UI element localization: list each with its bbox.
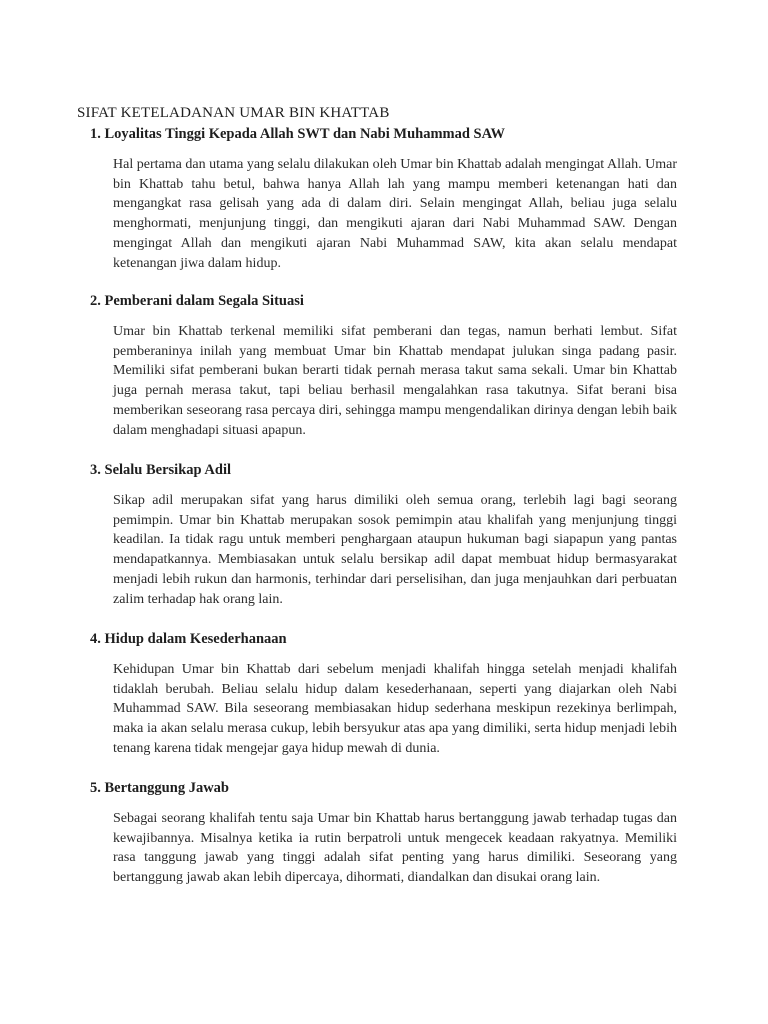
section-heading: 1. Loyalitas Tinggi Kepada Allah SWT dan Nabi Muhammad SAW [90,126,505,142]
section-heading: 5. Bertanggung Jawab [90,780,229,796]
section-paragraph: Umar bin Khattab terkenal memiliki sifat pemberani dan tegas, namun berhati lembut. Sifat pemberaninya inilah yang membuat Umar bin Khattab mendapat julukan singa padang pasir. Memiliki sifat pemberani bukan berarti tidak pernah merasa takut sama sekali. Umar bin Khattab juga pernah merasa takut, tapi beliau berhasil mengalahkan rasa takutnya. Sifat berani bisa memberikan seseorang rasa percaya diri, sehingga mampu mengendalikan dirinya dengan lebih baik dalam menghadapi situasi apapun. [113,324,677,438]
section-heading: 4. Hidup dalam Kesederhanaan [90,631,287,647]
document-title: SIFAT KETELADANAN UMAR BIN KHATTAB [77,105,390,121]
section-heading: 2. Pemberani dalam Segala Situasi [90,293,304,309]
section-heading: 3. Selalu Bersikap Adil [90,462,232,478]
section-paragraph: Sikap adil merupakan sifat yang harus dimiliki oleh semua orang, terlebih lagi bagi seorang pemimpin. Umar bin Khattab merupakan sosok pemimpin atau khalifah yang menjunjung tinggi keadilan. Ia tidak ragu untuk memberi penghargaan ataupun hukuman bagi siapapun yang pantas mendapatkannya. Membiasakan untuk selalu bersikap adil dapat membuat hidup bermasyarakat menjadi lebih rukun dan harmonis, terhindar dari perselisihan, dan juga menjauhkan dari perbuatan zalim terhadap hak orang lain. [113,493,677,607]
section-paragraph: Sebagai seorang khalifah tentu saja Umar bin Khattab harus bertanggung jawab terhadap tugas dan kewajibannya. Misalnya ketika ia rutin berpatroli untuk mengecek keadaan rakyatnya. Memiliki rasa tanggung jawab yang tinggi adalah sifat penting yang harus dimiliki. Seseorang yang bertanggung jawab akan lebih dipercaya, dihormati, diandalkan dan disukai orang lain. [113,811,677,886]
section-paragraph: Hal pertama dan utama yang selalu dilakukan oleh Umar bin Khattab adalah mengingat Allah. Umar bin Khattab tahu betul, bahwa hanya Allah lah yang mampu memberi ketenangan hati dan mengangkat rasa gelisah yang ada di dalam diri. Selain mengingat Allah, beliau juga selalu menghormati, menjunjung tinggi, dan mengikuti ajaran dari Nabi Muhammad SAW. Dengan mengingat Allah dan mengikuti ajaran Nabi Muhammad SAW, kita akan selalu mendapat ketenangan jiwa dalam hidup. [113,157,677,271]
section-paragraph: Kehidupan Umar bin Khattab dari sebelum menjadi khalifah hingga setelah menjadi khalifah tidaklah berubah. Beliau selalu hidup dalam kesederhanaan, seperti yang diajarkan oleh Nabi Muhammad SAW. Bila seseorang membiasakan hidup sederhana meskipun rezekinya berlimpah, maka ia akan selalu merasa cukup, lebih bersyukur atas apa yang dimiliki, serta hidup menjadi lebih tenang karena tidak mengejar gaya hidup mewah di dunia. [113,662,677,756]
